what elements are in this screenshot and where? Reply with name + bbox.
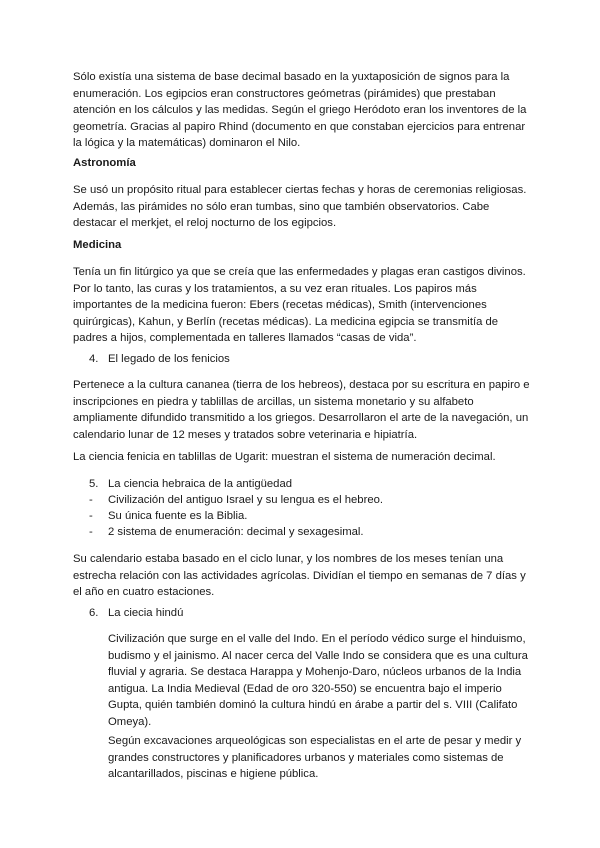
bullet-marker: - bbox=[89, 526, 93, 538]
section-number-4: 4. bbox=[89, 353, 99, 365]
astronomia-paragraph: Se usó un propósito ritual para establecer ciertas fechas y horas de ceremonias religiosas. Además, las pirámides no sólo eran tumbas, sino que también observatorios. Cabe destacar el merkjet, el reloj nocturno de los egipcios. bbox=[73, 184, 527, 230]
medicina-paragraph: Tenía un fin litúrgico ya que se creía que las enfermedades y plagas eran castigos divinos. Por lo tanto, las curas y los tratamientos, a su vez eran rituales. Los papiros más importantes de la medicina fueron: Ebers (recetas médicas), Smith (intervenciones quirúrgicas), Kahun, y Berlín (recetas médicas). La medicina egipcia se transmitía de padres a hijos, complementada en talleres llamados “casas de vida”. bbox=[73, 266, 526, 345]
intro-paragraph: Sólo existía una sistema de base decimal basado en la yuxtaposición de signos para la enumeración. Los egipcios eran constructores geómetras (pirámides) que prestaban atención en los cálculos y las medidas. Según el griego Heródoto eran los inventores de la geometría. Gracias al papiro Rhind (documento en que constaban ejercicios para entrenar la lógica y la matemáticas) dominaron el Nilo. bbox=[73, 71, 527, 150]
hebrea-bullet-3: 2 sistema de enumeración: decimal y sexagesimal. bbox=[108, 526, 364, 538]
hebrea-paragraph: Su calendario estaba basado en el ciclo lunar, y los nombres de los meses tenían una estrecha relación con las actividades agrícolas. Dividían el tiempo en semanas de 7 días y el año en cuatro estaciones. bbox=[73, 553, 526, 599]
medicina-heading: Medicina bbox=[73, 239, 122, 251]
bullet-marker: - bbox=[89, 494, 93, 506]
fenicios-paragraph-1: Pertenece a la cultura cananea (tierra de los hebreos), destaca por su escritura en papiro e inscripciones en piedra y tablillas de arcillas, un sistema monetario y su alfabeto ampliamente difundido transmitido a los griegos. Desarrollaron el arte de la navegación, un calendario lunar de 12 meses y tratados sobre veterinaria e hipiatría. bbox=[73, 379, 530, 441]
hebrea-title: La ciencia hebraica de la antigüedad bbox=[108, 478, 293, 490]
section-number-5: 5. bbox=[89, 478, 99, 490]
bullet-marker: - bbox=[89, 510, 93, 522]
hindu-title: La ciecia hindú bbox=[108, 607, 184, 619]
hebrea-bullet-2: Su única fuente es la Biblia. bbox=[108, 510, 248, 522]
fenicios-paragraph-2: La ciencia fenicia en tablillas de Ugarit: muestran el sistema de numeración decimal. bbox=[73, 451, 496, 463]
astronomia-heading: Astronomía bbox=[73, 157, 136, 169]
section-number-6: 6. bbox=[89, 607, 99, 619]
hindu-paragraph-2: Según excavaciones arqueológicas son especialistas en el arte de pesar y medir y grandes constructores y planificadores urbanos y materiales como sistemas de alcantarillados, piscinas e higiene pública. bbox=[108, 735, 522, 781]
fenicios-title: El legado de los fenicios bbox=[108, 353, 230, 365]
hebrea-bullet-1: Civilización del antiguo Israel y su lengua es el hebreo. bbox=[108, 494, 384, 506]
hindu-paragraph-1: Civilización que surge en el valle del Indo. En el período védico surge el hinduismo, budismo y el jainismo. Al nacer cerca del Valle Indo se considera que es una cultura fluvial y agraria. Se destaca Harappa y Mohenjo-Daro, núcleos urbanos de la India antigua. La India Medieval (Edad de oro 320-550) se encuentra bajo el imperio Gupta, quién también dominó la cultura hindú en árabe a partir del s. VIII (Califato Omeya). bbox=[108, 633, 528, 728]
